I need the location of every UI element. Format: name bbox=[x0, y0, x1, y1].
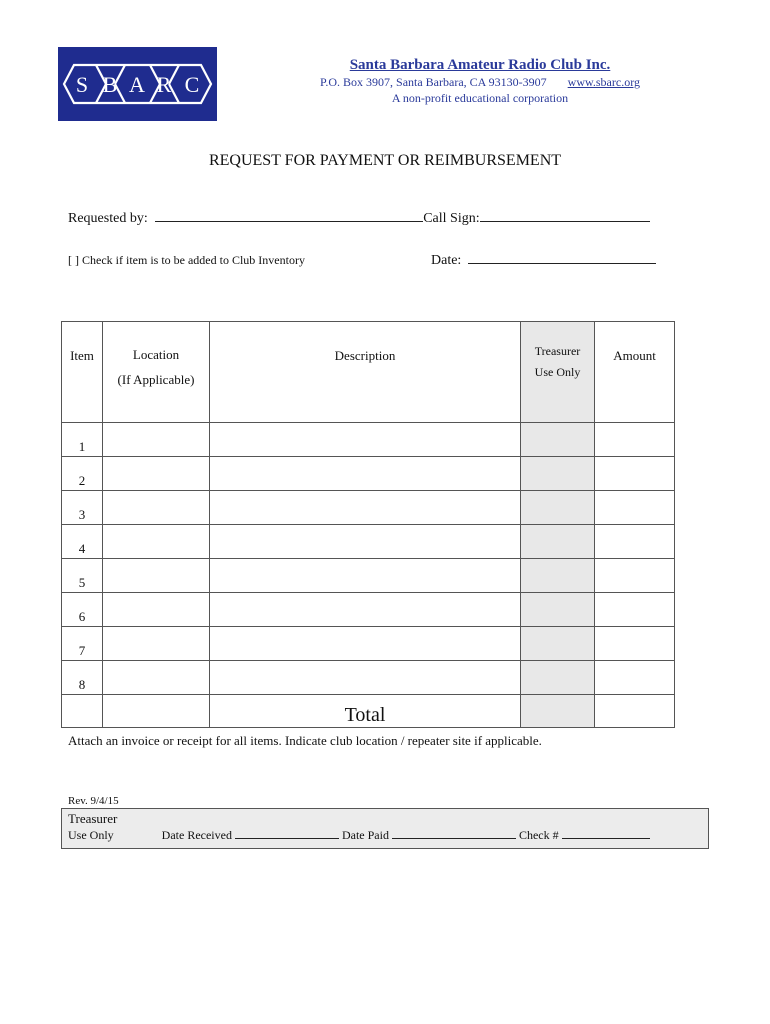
table-row bbox=[62, 525, 675, 559]
description-cell[interactable] bbox=[210, 661, 521, 695]
logo-letter-b: B bbox=[102, 72, 118, 97]
date-paid-field[interactable] bbox=[392, 828, 516, 839]
call-sign-label: Call Sign: bbox=[423, 211, 480, 226]
treasurer-cell bbox=[521, 593, 595, 627]
header-location bbox=[103, 322, 210, 423]
amount-cell[interactable] bbox=[595, 525, 675, 559]
form-title: REQUEST FOR PAYMENT OR REIMBURSEMENT bbox=[208, 152, 562, 169]
total-amount-cell[interactable] bbox=[595, 695, 675, 728]
item-number: 5 bbox=[62, 559, 103, 593]
requested-by-row bbox=[68, 209, 650, 227]
items-table bbox=[61, 321, 675, 728]
requested-by-label: Requested by: bbox=[68, 211, 148, 226]
description-cell[interactable] bbox=[210, 627, 521, 661]
description-cell[interactable] bbox=[210, 593, 521, 627]
amount-cell[interactable] bbox=[595, 661, 675, 695]
header-location-line1: Location bbox=[132, 347, 180, 362]
treasurer-box-row bbox=[68, 828, 650, 843]
date-received-field[interactable] bbox=[235, 828, 339, 839]
item-number: 7 bbox=[62, 627, 103, 661]
header-description: Description bbox=[210, 322, 521, 423]
treasurer-cell bbox=[521, 559, 595, 593]
logo-letter-r: R bbox=[156, 72, 172, 97]
total-row bbox=[62, 695, 675, 728]
treasurer-cell bbox=[521, 423, 595, 457]
item-number: 1 bbox=[62, 423, 103, 457]
table-row bbox=[62, 661, 675, 695]
item-number: 8 bbox=[62, 661, 103, 695]
description-cell[interactable] bbox=[210, 491, 521, 525]
header-treasurer-line2: Use Only bbox=[534, 365, 581, 379]
amount-cell[interactable] bbox=[595, 593, 675, 627]
location-cell[interactable] bbox=[103, 525, 210, 559]
total-label: Total bbox=[210, 695, 521, 728]
org-tagline: A non-profit educational corporation bbox=[391, 91, 569, 105]
location-cell[interactable] bbox=[103, 627, 210, 661]
check-number-field[interactable] bbox=[562, 828, 650, 839]
amount-cell[interactable] bbox=[595, 627, 675, 661]
total-treasurer-cell bbox=[521, 695, 595, 728]
location-cell[interactable] bbox=[103, 423, 210, 457]
description-cell[interactable] bbox=[210, 423, 521, 457]
org-address-line bbox=[300, 75, 660, 90]
item-number: 4 bbox=[62, 525, 103, 559]
inventory-label: Check if item is to be added to Club Inventory bbox=[82, 253, 305, 267]
table-row bbox=[62, 559, 675, 593]
header-location-line2: (If Applicable) bbox=[117, 372, 195, 387]
check-number-label: Check # bbox=[518, 828, 559, 842]
treasurer-box-title: Treasurer bbox=[68, 811, 118, 826]
amount-cell[interactable] bbox=[595, 559, 675, 593]
header-treasurer bbox=[521, 322, 595, 423]
org-website-link[interactable]: www.sbarc.org bbox=[567, 75, 640, 89]
sbarc-logo bbox=[58, 47, 217, 121]
table-row bbox=[62, 423, 675, 457]
logo-letter-c: C bbox=[184, 72, 200, 97]
description-cell[interactable] bbox=[210, 559, 521, 593]
table-header-row bbox=[62, 322, 675, 423]
item-number: 6 bbox=[62, 593, 103, 627]
location-cell[interactable] bbox=[103, 559, 210, 593]
date-field[interactable] bbox=[468, 251, 656, 264]
treasurer-cell bbox=[521, 627, 595, 661]
table-row bbox=[62, 457, 675, 491]
treasurer-cell bbox=[521, 457, 595, 491]
treasurer-cell bbox=[521, 491, 595, 525]
amount-cell[interactable] bbox=[595, 457, 675, 491]
total-empty-item bbox=[62, 695, 103, 728]
location-cell[interactable] bbox=[103, 457, 210, 491]
use-only-label: Use Only bbox=[68, 828, 114, 842]
date-received-label: Date Received bbox=[161, 828, 232, 842]
treasurer-cell bbox=[521, 525, 595, 559]
total-empty-location bbox=[103, 695, 210, 728]
call-sign-field[interactable] bbox=[480, 209, 650, 222]
description-cell[interactable] bbox=[210, 457, 521, 491]
logo-letter-a: A bbox=[129, 72, 145, 97]
description-cell[interactable] bbox=[210, 525, 521, 559]
location-cell[interactable] bbox=[103, 593, 210, 627]
table-row bbox=[62, 627, 675, 661]
org-address: P.O. Box 3907, Santa Barbara, CA 93130-3907 bbox=[320, 75, 547, 89]
date-row bbox=[431, 251, 656, 269]
amount-cell[interactable] bbox=[595, 423, 675, 457]
header-amount: Amount bbox=[595, 322, 675, 423]
location-cell[interactable] bbox=[103, 491, 210, 525]
table-row bbox=[62, 491, 675, 525]
date-paid-label: Date Paid bbox=[341, 828, 389, 842]
location-cell[interactable] bbox=[103, 661, 210, 695]
treasurer-cell bbox=[521, 661, 595, 695]
item-number: 3 bbox=[62, 491, 103, 525]
date-label: Date: bbox=[431, 253, 462, 268]
requested-by-field[interactable] bbox=[155, 209, 423, 222]
attach-note: Attach an invoice or receipt for all items. Indicate club location / repeater site if applicable. bbox=[68, 733, 542, 748]
org-name: Santa Barbara Amateur Radio Club Inc. bbox=[349, 57, 611, 73]
header-item: Item bbox=[62, 322, 103, 423]
item-number: 2 bbox=[62, 457, 103, 491]
logo-letter-s: S bbox=[75, 72, 89, 97]
table-row bbox=[62, 593, 675, 627]
amount-cell[interactable] bbox=[595, 491, 675, 525]
inventory-row bbox=[68, 253, 305, 268]
revision-label: Rev. 9/4/15 bbox=[68, 795, 119, 807]
header-treasurer-line1: Treasurer bbox=[534, 344, 581, 358]
inventory-checkbox[interactable]: [ ] bbox=[68, 253, 79, 267]
